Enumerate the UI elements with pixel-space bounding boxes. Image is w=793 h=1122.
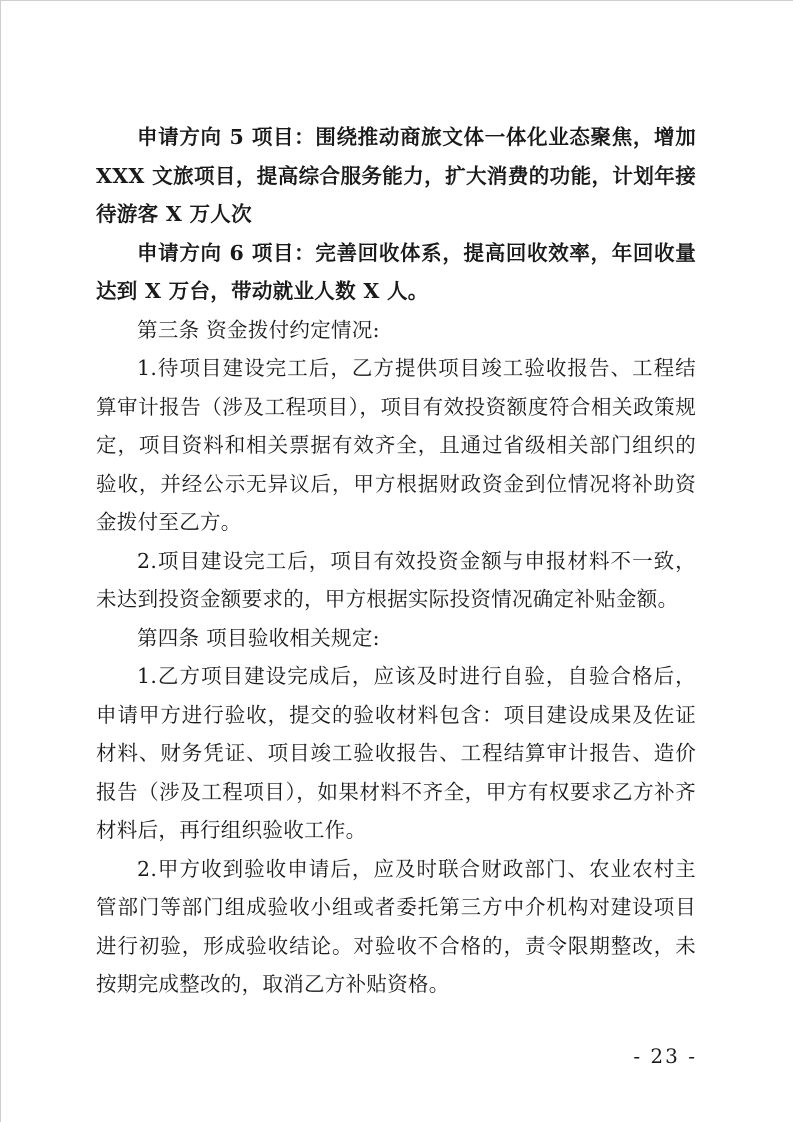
article-3-heading: 第三条 资金拨付约定情况: — [137, 317, 380, 342]
paragraph-direction-5: 申请方向 5 项目：围绕推动商旅文体一体化业态聚焦，增加 XXX 文旅项目，提高综合服务能力，扩大消费的功能，计划年接待游客 X 万人次 — [96, 125, 696, 226]
article-3-clause-1: 1.待项目建设完工后，乙方提供项目竣工验收报告、工程结算审计报告（涉及工程项目），项目有效投资额度符合相关政策规定，项目资料和相关票据有效齐全，且通过省级相关部门组织的验收，并经公示无异议后，甲方根据财政资金到位情况将补助资金拨付至乙方。 — [96, 356, 696, 534]
page-number: - 23 - — [633, 1044, 697, 1068]
document-body — [96, 118, 696, 1004]
article-4-heading: 第四条 项目验收相关规定: — [137, 625, 380, 650]
paragraph-direction-6: 申请方向 6 项目：完善回收体系，提高回收效率，年回收量达到 X 万台，带动就业人数 X 人。 — [96, 240, 696, 303]
article-3-clause-2: 2.项目建设完工后，项目有效投资金额与申报材料不一致，未达到投资金额要求的，甲方根据实际投资情况确定补贴金额。 — [96, 548, 696, 611]
article-4-clause-2: 2.甲方收到验收申请后，应及时联合财政部门、农业农村主管部门等部门组成验收小组或者委托第三方中介机构对建设项目进行初验，形成验收结论。对验收不合格的，责令限期整改，未按期完成整改的，取消乙方补贴资格。 — [96, 856, 696, 996]
page-border-left — [0, 0, 1, 1122]
article-4-clause-1: 1.乙方项目建设完成后，应该及时进行自验，自验合格后，申请甲方进行验收，提交的验收材料包含：项目建设成果及佐证材料、财务凭证、项目竣工验收报告、工程结算审计报告、造价报告（涉及工程项目），如果材料不齐全，甲方有权要求乙方补齐材料后，再行组织验收工作。 — [96, 664, 696, 842]
page-border-top — [0, 0, 793, 1]
